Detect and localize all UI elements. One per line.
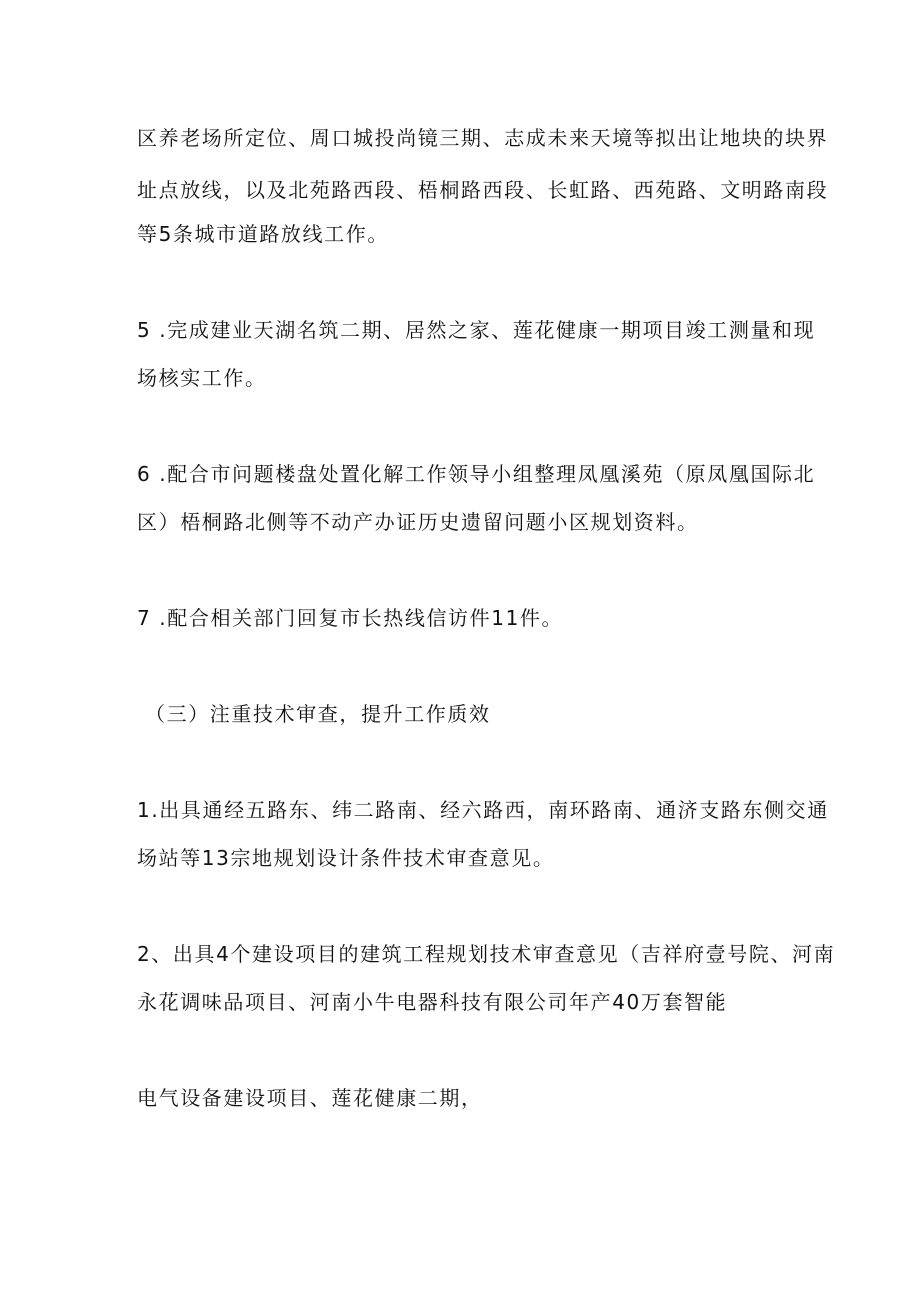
paragraph-line: 7 .配合相关部门回复市长热线信访件11件。 — [137, 606, 564, 630]
paragraph-line: 场核实工作。 — [137, 366, 267, 390]
paragraph-line: 区养老场所定位、周口城投尚镜三期、志成未来天境等拟出让地块的块界 — [137, 126, 829, 150]
paragraph-line: 1.出具通经五路东、纬二路南、经六路西，南环路南、通济支路东侧交通 — [137, 798, 829, 822]
paragraph-line: 5 .完成建业天湖名筑二期、居然之家、莲花健康一期项目竣工测量和现 — [137, 318, 816, 342]
paragraph-line: 电气设备建设项目、莲花健康二期， — [137, 1086, 483, 1110]
paragraph-line: 2、出具4个建设项目的建筑工程规划技术审查意见（吉祥府壹号院、河南 — [137, 942, 836, 966]
section-heading: （三）注重技术审查，提升工作质效 — [145, 702, 491, 726]
paragraph-line: 6 .配合市问题楼盘处置化解工作领导小组整理凤凰溪苑（原凤凰国际北 — [137, 462, 816, 486]
paragraph-line: 永花调味品项目、河南小牛电器科技有限公司年产40万套智能 — [137, 990, 728, 1014]
paragraph-line: 址点放线，以及北苑路西段、梧桐路西段、长虹路、西苑路、文明路南段 — [137, 178, 829, 202]
paragraph-line: 等5条城市道路放线工作。 — [137, 222, 389, 246]
paragraph-line: 场站等13宗地规划设计条件技术审查意见。 — [137, 846, 555, 870]
paragraph-line: 区）梧桐路北侧等不动产办证历史遗留问题小区规划资料。 — [137, 510, 699, 534]
